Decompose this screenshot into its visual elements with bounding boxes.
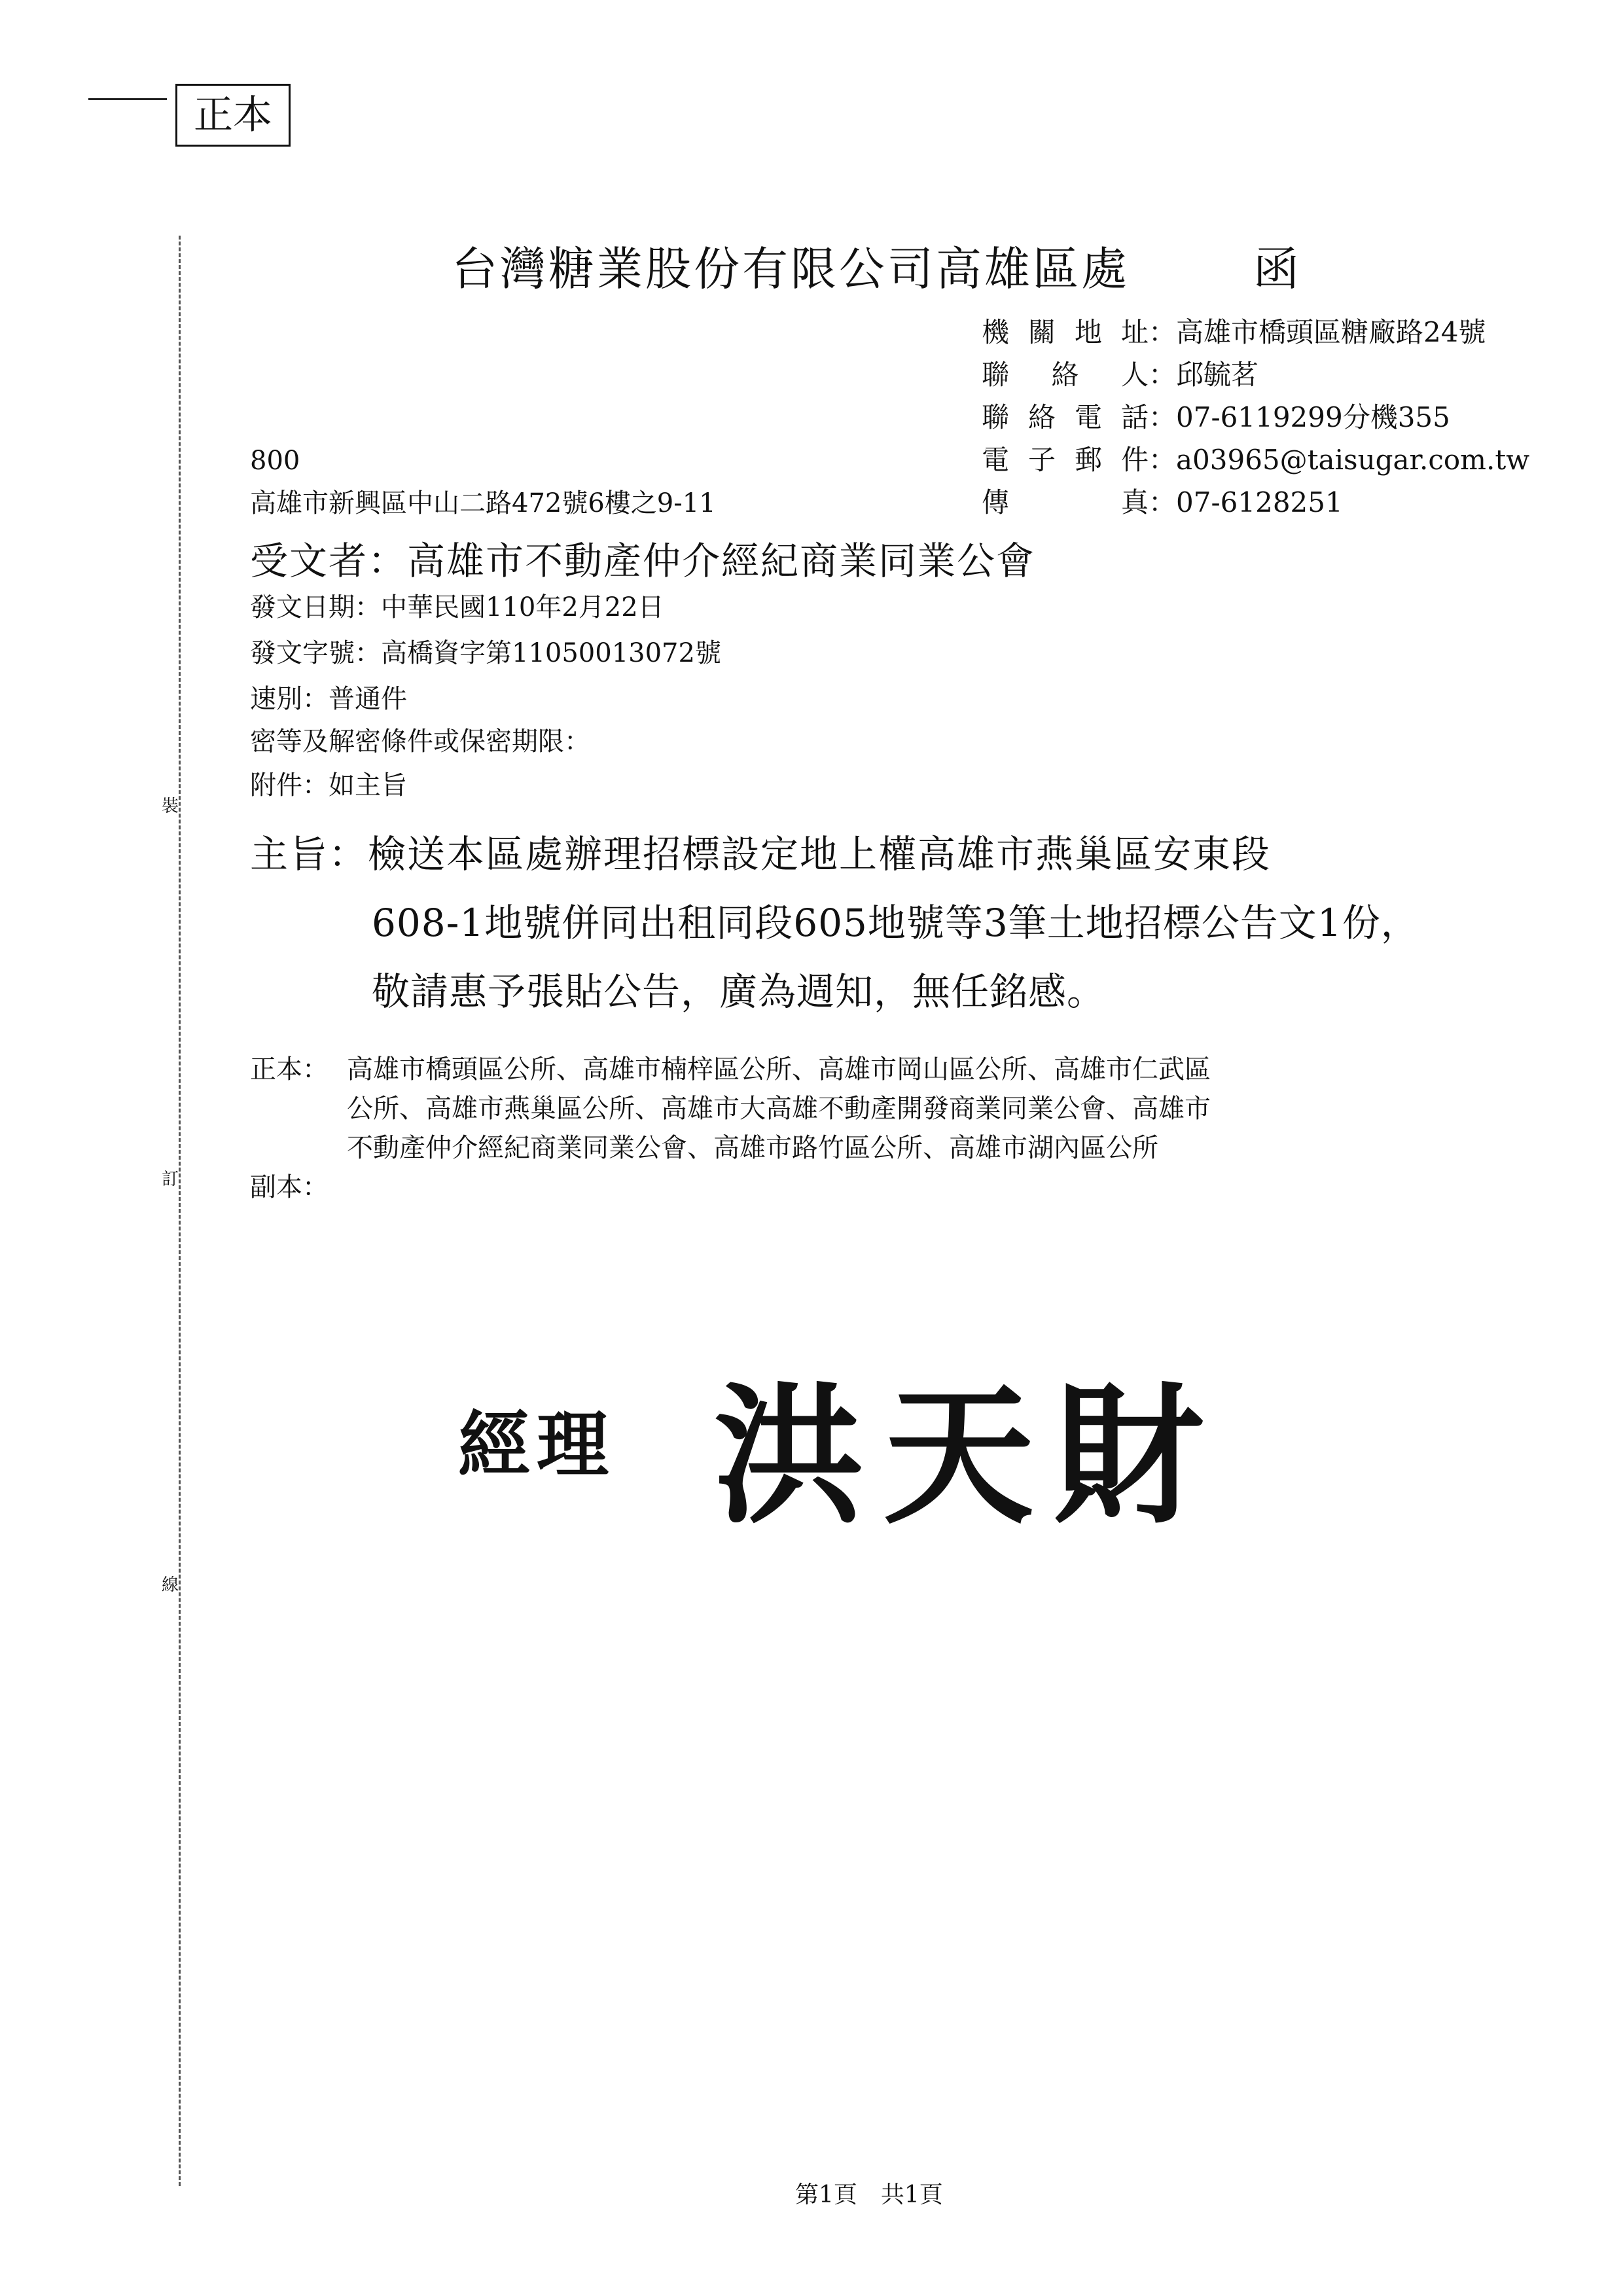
subject-text-1: 檢送本區處辦理招標設定地上權高雄市燕巢區安東段 [368, 832, 1272, 876]
page-number: 第1頁 共1頁 [795, 2181, 943, 2208]
original-recipients-label: 正本： [250, 1054, 329, 1085]
sender-contact-label: 聯 絡 人 [982, 359, 1149, 391]
binding-mark-middle: 訂 [162, 1162, 179, 1194]
document-type: 函 [1253, 242, 1299, 296]
original-recipients-line-2: 公所、高雄市燕巢區公所、高雄市大高雄不動產開發商業同業公會、高雄市 [347, 1094, 1211, 1124]
subject-line-1 [250, 815, 1271, 893]
delivery-speed: 速別：普通件 [250, 684, 407, 714]
copy-recipients-label: 副本： [250, 1172, 329, 1202]
sender-fax-row: 傳 真：07-6128251 [982, 483, 1343, 522]
signer-name: 洪天財 [713, 1368, 1224, 1545]
document-title: 台灣糖業股份有限公司高雄區處 [452, 242, 1130, 296]
sender-contact-row: 聯 絡 人：邱毓茗 [982, 355, 1258, 395]
sender-address: 高雄市橋頭區糖廠路24號 [1176, 316, 1486, 348]
sender-fax: 07-6128251 [1176, 486, 1343, 518]
document-number: 發文字號：高橋資字第11050013072號 [250, 638, 721, 668]
secrecy-level: 密等及解密條件或保密期限： [250, 726, 590, 757]
postal-code: 800 [250, 446, 300, 476]
receiver-line [250, 530, 1035, 585]
sender-phone: 07-6119299分機355 [1176, 401, 1450, 433]
sender-phone-row: 聯絡電話：07-6119299分機355 [982, 398, 1450, 437]
sender-address-label: 機關地址 [982, 316, 1149, 348]
binding-mark-top: 裝 [162, 789, 179, 821]
sender-phone-label: 聯絡電話 [982, 401, 1149, 433]
original-recipients-line-1: 高雄市橋頭區公所、高雄市楠梓區公所、高雄市岡山區公所、高雄市仁武區 [347, 1054, 1211, 1085]
binding-line [179, 236, 181, 2186]
subject-line-3: 敬請惠予張貼公告，廣為週知，無任銘感。 [372, 969, 1106, 1014]
sender-contact: 邱毓茗 [1176, 359, 1259, 391]
sender-email-row: 電子郵件：a03965@taisugar.com.tw [982, 440, 1529, 480]
sender-email: a03965@taisugar.com.tw [1176, 444, 1530, 476]
receiver-name: 高雄市不動產仲介經紀商業同業公會 [407, 539, 1036, 583]
binding-mark-bottom: 線 [162, 1568, 179, 1600]
attachments: 附件：如主旨 [250, 770, 407, 800]
stamp-dash [88, 98, 167, 100]
recipient-address: 高雄市新興區中山二路472號6樓之9-11 [250, 488, 716, 518]
receiver-label: 受文者： [250, 539, 408, 583]
sender-address-row: 機關地址：高雄市橋頭區糖廠路24號 [982, 313, 1486, 352]
sender-email-label: 電子郵件 [982, 444, 1149, 476]
original-copy-stamp: 正本 [175, 84, 291, 147]
original-recipients-line-3: 不動產仲介經紀商業同業公會、高雄市路竹區公所、高雄市湖內區公所 [347, 1133, 1158, 1163]
signer-title: 經理 [458, 1403, 615, 1487]
sender-fax-label: 傳 真 [982, 486, 1149, 518]
subject-label: 主旨： [250, 832, 368, 876]
subject-line-2: 608-1地號併同出租同段605地號等3筆土地招標公告文1份， [372, 901, 1419, 945]
issue-date: 發文日期：中華民國110年2月22日 [250, 592, 664, 622]
